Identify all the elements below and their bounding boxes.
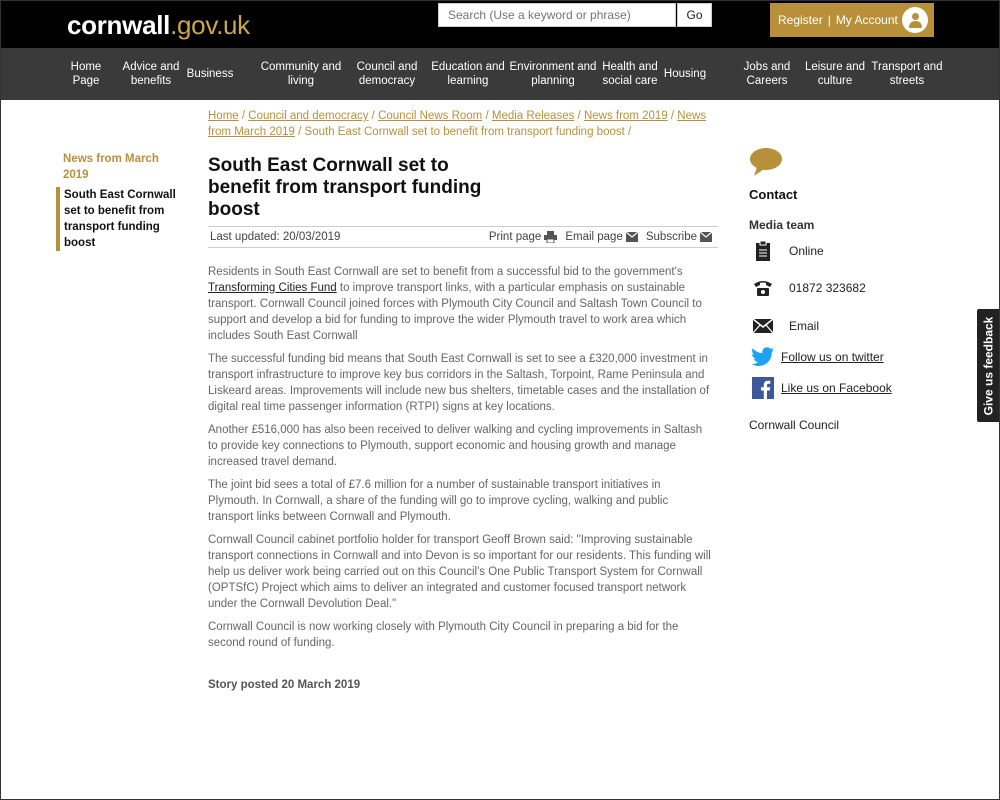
article-paragraph-2: The successful funding bid means that South East Cornwall is set to see a £320,000 investment in transport infrastructure to improve key bus corridors in the Saltash, Torpoint, Rame Peninsula and Liskeard areas. Improvements will include new bus shelters, timetable cases and the installation of digital real time passenger information (RTPI) signs at key locations. [208, 353, 710, 413]
contact-facebook[interactable]: Like us on Facebook [749, 375, 949, 401]
logo-main-text: cornwall [67, 10, 171, 40]
sidebar-parent-link[interactable]: News from March 2019 [63, 153, 159, 181]
subscribe-link[interactable]: Subscribe [646, 231, 712, 243]
search-input[interactable] [438, 3, 676, 27]
article-meta-bar [208, 226, 718, 248]
nav-item-advice[interactable]: Advice and benefits [122, 61, 180, 87]
main-nav [1, 48, 999, 100]
breadcrumb-news-march-2019[interactable]: News from March 2019 [208, 110, 707, 138]
article-paragraph-1: Residents in South East Cornwall are set to benefit from a successful bid to the government's Transforming Cities Fund to improve transport links, with a particular emphasis on sustainable transport. Cornwall Council joined forces with Plymouth City Council and Saltash Town Council to support and develop a bid for funding to improve the wider Plymouth travel to work area which includes South East Cornwall [208, 266, 702, 342]
breadcrumb-council-democracy[interactable]: Council and democracy [248, 110, 369, 122]
transforming-cities-fund-link[interactable]: Transforming Cities Fund [208, 282, 337, 294]
article-body [208, 264, 713, 658]
contact-online[interactable]: Online [749, 238, 949, 264]
account-separator: | [827, 13, 831, 27]
article-paragraph-3: Another £516,000 has also been received to deliver walking and cycling improvements in Saltash to provide key connections to Plymouth, support economic and housing growth and manage increased travel demand. [208, 424, 703, 468]
breadcrumb-news-room[interactable]: Council News Room [378, 110, 483, 122]
nav-item-community[interactable]: Community and living [260, 61, 342, 87]
nav-item-business[interactable]: Business [186, 68, 234, 80]
article-paragraph-4: The joint bid sees a total of £7.6 million for a number of sustainable transport initiatives in Plymouth. In Cornwall, a share of the funding will go to improve cycling, walking and public transport links between Cornwall and Plymouth. [208, 479, 669, 523]
breadcrumb-media-releases[interactable]: Media Releases [491, 110, 575, 122]
page-title: South East Cornwall set to benefit from transport funding boost [208, 155, 482, 220]
story-posted-date: Story posted 20 March 2019 [208, 679, 361, 691]
nav-item-health[interactable]: Health and social care [602, 61, 658, 87]
twitter-icon [751, 347, 775, 367]
site-logo[interactable] [67, 10, 250, 41]
speech-bubble-icon [749, 147, 783, 177]
search-go-button[interactable]: Go [677, 3, 712, 27]
envelope-icon [626, 232, 638, 242]
breadcrumb-current: South East Cornwall set to benefit from transport funding boost [304, 126, 625, 138]
user-icon[interactable] [902, 7, 928, 33]
nav-item-council[interactable]: Council and democracy [356, 61, 418, 87]
feedback-tab[interactable]: Give us feedback [977, 309, 999, 422]
my-account-link[interactable]: My Account [835, 13, 898, 27]
breadcrumb-home[interactable]: Home [208, 110, 239, 122]
sidebar-current-item[interactable]: South East Cornwall set to benefit from transport funding boost [56, 187, 186, 251]
register-link[interactable]: Register [778, 13, 823, 27]
nav-item-transport[interactable]: Transport and streets [871, 61, 943, 87]
contact-phone[interactable]: 01872 323682 [749, 275, 949, 301]
last-updated: Last updated: 20/03/2019 [210, 231, 341, 243]
print-page-link[interactable]: Print page [489, 231, 557, 243]
nav-item-home[interactable]: Home Page [70, 61, 102, 87]
article-paragraph-5: Cornwall Council cabinet portfolio holder for transport Geoff Brown said: "Improving sustainable transport connections in Cornwall and into Devon is so important for our residents. This funding will help us deliver work being carried out on this Council's One Public Transport System for Cornwall (OPTSfC) Project which aims to deliver an integrated and customer focused transport network under the Cornwall Devolution Deal." [208, 534, 711, 610]
logo-domain-text: .gov.uk [170, 10, 250, 40]
printer-icon [544, 231, 557, 243]
article-paragraph-6: Cornwall Council is now working closely with Plymouth City Council in preparing a bid for the second round of funding. [208, 621, 679, 649]
cornwall-council-label: Cornwall Council [749, 418, 840, 432]
account-bar [770, 3, 934, 37]
nav-item-environment[interactable]: Environment and planning [509, 61, 597, 87]
nav-item-education[interactable]: Education and learning [431, 61, 505, 87]
nav-item-leisure[interactable]: Leisure and culture [804, 61, 866, 87]
email-page-link[interactable]: Email page [565, 231, 638, 243]
site-header [1, 1, 999, 48]
breadcrumb: Home / Council and democracy / Council News Room / Media Releases / News from 2019 / News from March 2019 / South East Cornwall set to benefit from transport funding boost / [208, 110, 707, 138]
media-team-label: Media team [749, 218, 815, 232]
nav-item-housing[interactable]: Housing [663, 68, 707, 80]
breadcrumb-news-2019[interactable]: News from 2019 [583, 110, 668, 122]
clipboard-icon [755, 240, 771, 262]
facebook-icon [752, 377, 774, 399]
contact-twitter[interactable]: Follow us on twitter [749, 344, 949, 370]
telephone-icon [753, 279, 773, 297]
contact-email[interactable]: Email [749, 313, 949, 339]
email-icon [753, 319, 773, 333]
contact-heading: Contact [749, 187, 798, 202]
subscribe-envelope-icon [700, 232, 712, 242]
nav-item-jobs[interactable]: Jobs and Careers [743, 61, 791, 87]
